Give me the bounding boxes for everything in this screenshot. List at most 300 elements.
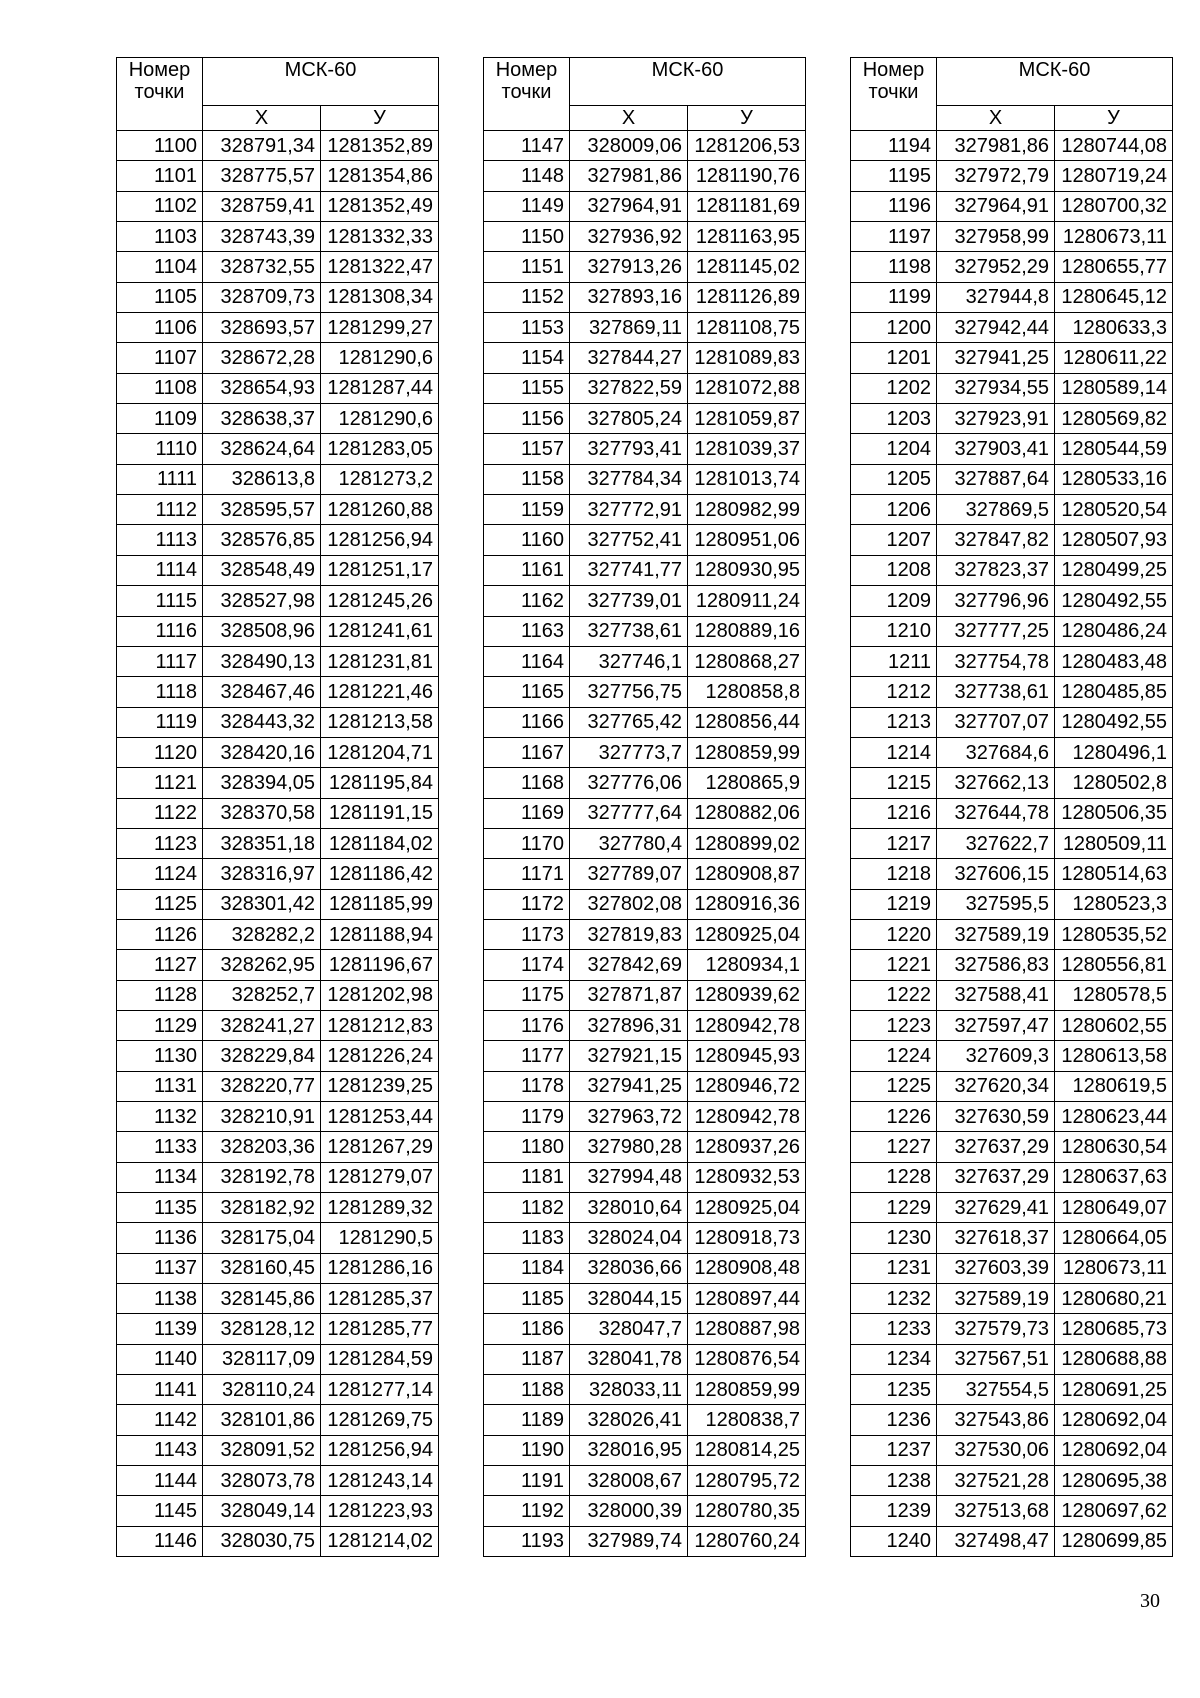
y-coordinate-cell: 1280876,54 bbox=[688, 1344, 806, 1374]
point-number-cell: 1187 bbox=[484, 1344, 570, 1374]
point-number-cell: 1174 bbox=[484, 950, 570, 980]
x-coordinate-cell: 327589,19 bbox=[937, 1284, 1055, 1314]
point-number-cell: 1184 bbox=[484, 1253, 570, 1283]
point-number-cell: 1153 bbox=[484, 313, 570, 343]
x-coordinate-cell: 327752,41 bbox=[570, 525, 688, 555]
x-coordinate-cell: 327588,41 bbox=[937, 980, 1055, 1010]
y-coordinate-cell: 1281212,83 bbox=[321, 1010, 439, 1040]
point-number-cell: 1154 bbox=[484, 343, 570, 373]
table-row bbox=[851, 525, 1173, 555]
table-row bbox=[484, 798, 806, 828]
x-coordinate-cell: 328709,73 bbox=[203, 282, 321, 312]
point-number-cell: 1131 bbox=[117, 1071, 203, 1101]
table-row bbox=[484, 343, 806, 373]
y-coordinate-cell: 1281163,95 bbox=[688, 222, 806, 252]
y-coordinate-cell: 1280780,35 bbox=[688, 1496, 806, 1526]
point-number-cell: 1163 bbox=[484, 616, 570, 646]
table-row bbox=[117, 798, 439, 828]
table-row bbox=[851, 1405, 1173, 1435]
table-row bbox=[117, 1526, 439, 1556]
x-coordinate-cell: 328508,96 bbox=[203, 616, 321, 646]
y-coordinate-cell: 1280613,58 bbox=[1055, 1041, 1173, 1071]
y-coordinate-cell: 1280544,59 bbox=[1055, 434, 1173, 464]
point-number-cell: 1229 bbox=[851, 1193, 937, 1223]
y-coordinate-cell: 1280692,04 bbox=[1055, 1405, 1173, 1435]
x-coordinate-cell: 327944,8 bbox=[937, 282, 1055, 312]
x-coordinate-cell: 327773,7 bbox=[570, 737, 688, 767]
table-row bbox=[851, 616, 1173, 646]
point-number-cell: 1140 bbox=[117, 1344, 203, 1374]
x-column-header: Х bbox=[937, 106, 1055, 131]
x-coordinate-cell: 328282,2 bbox=[203, 919, 321, 949]
y-coordinate-cell: 1280760,24 bbox=[688, 1526, 806, 1556]
y-column-header: У bbox=[321, 106, 439, 131]
table-row bbox=[484, 1284, 806, 1314]
point-number-cell: 1220 bbox=[851, 919, 937, 949]
table-row bbox=[484, 1010, 806, 1040]
coordinate-system-header: МСК-60 bbox=[570, 58, 806, 106]
y-coordinate-cell: 1281089,83 bbox=[688, 343, 806, 373]
y-coordinate-cell: 1281185,99 bbox=[321, 889, 439, 919]
x-coordinate-cell: 328024,04 bbox=[570, 1223, 688, 1253]
table-row bbox=[484, 646, 806, 676]
point-number-cell: 1161 bbox=[484, 555, 570, 585]
point-number-cell: 1211 bbox=[851, 646, 937, 676]
x-coordinate-cell: 327513,68 bbox=[937, 1496, 1055, 1526]
x-coordinate-cell: 327606,15 bbox=[937, 859, 1055, 889]
y-coordinate-cell: 1280945,93 bbox=[688, 1041, 806, 1071]
x-coordinate-cell: 328638,37 bbox=[203, 404, 321, 434]
x-coordinate-cell: 328467,46 bbox=[203, 677, 321, 707]
table-row bbox=[484, 464, 806, 494]
x-coordinate-cell: 327793,41 bbox=[570, 434, 688, 464]
y-coordinate-cell: 1280982,99 bbox=[688, 495, 806, 525]
y-coordinate-cell: 1280645,12 bbox=[1055, 282, 1173, 312]
table-row bbox=[851, 1223, 1173, 1253]
y-coordinate-cell: 1280630,54 bbox=[1055, 1132, 1173, 1162]
point-number-cell: 1240 bbox=[851, 1526, 937, 1556]
table-row bbox=[117, 1223, 439, 1253]
point-number-cell: 1138 bbox=[117, 1284, 203, 1314]
point-number-cell: 1180 bbox=[484, 1132, 570, 1162]
point-number-cell: 1171 bbox=[484, 859, 570, 889]
table-row bbox=[117, 313, 439, 343]
table-row bbox=[117, 252, 439, 282]
point-number-cell: 1107 bbox=[117, 343, 203, 373]
table-row bbox=[851, 1102, 1173, 1132]
y-coordinate-cell: 1281243,14 bbox=[321, 1466, 439, 1496]
y-coordinate-cell: 1280865,9 bbox=[688, 768, 806, 798]
point-number-cell: 1219 bbox=[851, 889, 937, 919]
x-coordinate-cell: 328252,7 bbox=[203, 980, 321, 1010]
table-row bbox=[117, 1162, 439, 1192]
point-number-cell: 1227 bbox=[851, 1132, 937, 1162]
x-coordinate-cell: 327822,59 bbox=[570, 373, 688, 403]
x-coordinate-cell: 327805,24 bbox=[570, 404, 688, 434]
x-coordinate-cell: 328101,86 bbox=[203, 1405, 321, 1435]
point-number-cell: 1130 bbox=[117, 1041, 203, 1071]
table-row bbox=[484, 404, 806, 434]
table-row bbox=[484, 191, 806, 221]
x-coordinate-cell: 327844,27 bbox=[570, 343, 688, 373]
y-coordinate-cell: 1280939,62 bbox=[688, 980, 806, 1010]
x-coordinate-cell: 327662,13 bbox=[937, 768, 1055, 798]
point-number-header-line: Номер bbox=[495, 59, 558, 81]
x-coordinate-cell: 327942,44 bbox=[937, 313, 1055, 343]
point-number-cell: 1119 bbox=[117, 707, 203, 737]
x-coordinate-cell: 327941,25 bbox=[937, 343, 1055, 373]
point-number-cell: 1197 bbox=[851, 222, 937, 252]
x-coordinate-cell: 328527,98 bbox=[203, 586, 321, 616]
x-coordinate-cell: 328775,57 bbox=[203, 161, 321, 191]
x-coordinate-cell: 327869,5 bbox=[937, 495, 1055, 525]
table-row bbox=[851, 919, 1173, 949]
y-coordinate-cell: 1280492,55 bbox=[1055, 586, 1173, 616]
x-coordinate-cell: 327972,79 bbox=[937, 161, 1055, 191]
y-coordinate-cell: 1280937,26 bbox=[688, 1132, 806, 1162]
table-row bbox=[484, 373, 806, 403]
x-coordinate-cell: 328073,78 bbox=[203, 1466, 321, 1496]
table-row bbox=[851, 677, 1173, 707]
x-coordinate-cell: 328000,39 bbox=[570, 1496, 688, 1526]
y-coordinate-cell: 1281267,29 bbox=[321, 1132, 439, 1162]
table-row bbox=[484, 616, 806, 646]
point-number-cell: 1116 bbox=[117, 616, 203, 646]
point-number-cell: 1194 bbox=[851, 131, 937, 161]
x-coordinate-cell: 328008,67 bbox=[570, 1466, 688, 1496]
x-coordinate-cell: 327644,78 bbox=[937, 798, 1055, 828]
y-coordinate-cell: 1281256,94 bbox=[321, 1435, 439, 1465]
y-coordinate-cell: 1280911,24 bbox=[688, 586, 806, 616]
table-row bbox=[484, 1405, 806, 1435]
y-coordinate-cell: 1280899,02 bbox=[688, 828, 806, 858]
y-coordinate-cell: 1281289,32 bbox=[321, 1193, 439, 1223]
table-row bbox=[484, 707, 806, 737]
table-row bbox=[851, 1466, 1173, 1496]
table-row bbox=[851, 646, 1173, 676]
table-row bbox=[851, 889, 1173, 919]
table-row bbox=[117, 161, 439, 191]
table-row bbox=[117, 555, 439, 585]
table-row bbox=[117, 1435, 439, 1465]
table-row bbox=[484, 252, 806, 282]
x-coordinate-cell: 327630,59 bbox=[937, 1102, 1055, 1132]
y-coordinate-cell: 1280795,72 bbox=[688, 1466, 806, 1496]
table-row bbox=[117, 768, 439, 798]
table-row bbox=[851, 495, 1173, 525]
y-coordinate-cell: 1280556,81 bbox=[1055, 950, 1173, 980]
table-row bbox=[484, 131, 806, 161]
point-number-cell: 1105 bbox=[117, 282, 203, 312]
x-coordinate-cell: 327921,15 bbox=[570, 1041, 688, 1071]
point-number-header-line: Номер bbox=[128, 59, 191, 81]
y-coordinate-cell: 1281039,37 bbox=[688, 434, 806, 464]
y-coordinate-cell: 1281322,47 bbox=[321, 252, 439, 282]
y-coordinate-cell: 1281245,26 bbox=[321, 586, 439, 616]
x-coordinate-cell: 328192,78 bbox=[203, 1162, 321, 1192]
table-row bbox=[484, 950, 806, 980]
table-row bbox=[851, 1010, 1173, 1040]
point-number-cell: 1209 bbox=[851, 586, 937, 616]
y-coordinate-cell: 1281204,71 bbox=[321, 737, 439, 767]
point-number-cell: 1230 bbox=[851, 1223, 937, 1253]
y-coordinate-cell: 1280719,24 bbox=[1055, 161, 1173, 191]
table-row bbox=[117, 1071, 439, 1101]
y-coordinate-cell: 1281184,02 bbox=[321, 828, 439, 858]
table-row bbox=[117, 707, 439, 737]
y-coordinate-cell: 1280611,22 bbox=[1055, 343, 1173, 373]
point-number-cell: 1226 bbox=[851, 1102, 937, 1132]
x-coordinate-cell: 327847,82 bbox=[937, 525, 1055, 555]
point-number-cell: 1225 bbox=[851, 1071, 937, 1101]
point-number-cell: 1104 bbox=[117, 252, 203, 282]
table-row bbox=[484, 282, 806, 312]
point-number-cell: 1204 bbox=[851, 434, 937, 464]
point-number-cell: 1179 bbox=[484, 1102, 570, 1132]
point-number-cell: 1158 bbox=[484, 464, 570, 494]
y-coordinate-cell: 1281260,88 bbox=[321, 495, 439, 525]
x-coordinate-cell: 327738,61 bbox=[937, 677, 1055, 707]
point-number-cell: 1166 bbox=[484, 707, 570, 737]
table-row bbox=[117, 1496, 439, 1526]
table-row bbox=[851, 555, 1173, 585]
x-coordinate-cell: 327595,5 bbox=[937, 889, 1055, 919]
point-number-cell: 1239 bbox=[851, 1496, 937, 1526]
table-row bbox=[851, 980, 1173, 1010]
x-coordinate-cell: 327707,07 bbox=[937, 707, 1055, 737]
x-coordinate-cell: 328595,57 bbox=[203, 495, 321, 525]
table-row bbox=[484, 677, 806, 707]
y-coordinate-cell: 1281279,07 bbox=[321, 1162, 439, 1192]
y-coordinate-cell: 1281214,02 bbox=[321, 1526, 439, 1556]
y-coordinate-cell: 1281213,58 bbox=[321, 707, 439, 737]
table-row bbox=[484, 859, 806, 889]
y-coordinate-cell: 1280673,11 bbox=[1055, 222, 1173, 252]
y-coordinate-cell: 1281285,77 bbox=[321, 1314, 439, 1344]
y-coordinate-cell: 1280685,73 bbox=[1055, 1314, 1173, 1344]
point-number-cell: 1199 bbox=[851, 282, 937, 312]
table-row bbox=[117, 222, 439, 252]
x-coordinate-cell: 328091,52 bbox=[203, 1435, 321, 1465]
table-row bbox=[117, 434, 439, 464]
y-coordinate-cell: 1280692,04 bbox=[1055, 1435, 1173, 1465]
y-coordinate-cell: 1280882,06 bbox=[688, 798, 806, 828]
x-coordinate-cell: 327777,25 bbox=[937, 616, 1055, 646]
point-number-cell: 1177 bbox=[484, 1041, 570, 1071]
point-number-cell: 1214 bbox=[851, 737, 937, 767]
table-row bbox=[851, 1041, 1173, 1071]
coordinates-table bbox=[850, 57, 1173, 1557]
point-number-cell: 1223 bbox=[851, 1010, 937, 1040]
point-number-cell: 1236 bbox=[851, 1405, 937, 1435]
y-coordinate-cell: 1280932,53 bbox=[688, 1162, 806, 1192]
point-number-cell: 1102 bbox=[117, 191, 203, 221]
y-coordinate-cell: 1281256,94 bbox=[321, 525, 439, 555]
table-row bbox=[484, 1041, 806, 1071]
x-coordinate-cell: 328576,85 bbox=[203, 525, 321, 555]
table-row bbox=[851, 222, 1173, 252]
table-row bbox=[484, 222, 806, 252]
point-number-cell: 1160 bbox=[484, 525, 570, 555]
x-coordinate-cell: 328672,28 bbox=[203, 343, 321, 373]
x-coordinate-cell: 327964,91 bbox=[937, 191, 1055, 221]
table-row bbox=[117, 343, 439, 373]
table-row bbox=[851, 737, 1173, 767]
y-coordinate-cell: 1280908,48 bbox=[688, 1253, 806, 1283]
table-row bbox=[851, 1314, 1173, 1344]
x-coordinate-cell: 328693,57 bbox=[203, 313, 321, 343]
point-number-cell: 1123 bbox=[117, 828, 203, 858]
point-number-cell: 1113 bbox=[117, 525, 203, 555]
y-coordinate-cell: 1280533,16 bbox=[1055, 464, 1173, 494]
x-coordinate-cell: 328229,84 bbox=[203, 1041, 321, 1071]
y-coordinate-cell: 1280506,35 bbox=[1055, 798, 1173, 828]
y-coordinate-cell: 1280637,63 bbox=[1055, 1162, 1173, 1192]
y-coordinate-cell: 1280509,11 bbox=[1055, 828, 1173, 858]
table-row bbox=[484, 495, 806, 525]
y-coordinate-cell: 1280744,08 bbox=[1055, 131, 1173, 161]
y-coordinate-cell: 1280695,38 bbox=[1055, 1466, 1173, 1496]
table-row bbox=[484, 434, 806, 464]
table-row bbox=[484, 525, 806, 555]
table-row bbox=[117, 1375, 439, 1405]
point-number-cell: 1172 bbox=[484, 889, 570, 919]
x-coordinate-cell: 327765,42 bbox=[570, 707, 688, 737]
point-number-cell: 1121 bbox=[117, 768, 203, 798]
point-number-cell: 1222 bbox=[851, 980, 937, 1010]
y-coordinate-cell: 1281059,87 bbox=[688, 404, 806, 434]
point-number-cell: 1124 bbox=[117, 859, 203, 889]
y-coordinate-cell: 1280934,1 bbox=[688, 950, 806, 980]
table-row bbox=[851, 252, 1173, 282]
table-row bbox=[851, 798, 1173, 828]
point-number-cell: 1141 bbox=[117, 1375, 203, 1405]
y-coordinate-cell: 1281186,42 bbox=[321, 859, 439, 889]
point-number-cell: 1125 bbox=[117, 889, 203, 919]
x-coordinate-cell: 327498,47 bbox=[937, 1526, 1055, 1556]
point-number-cell: 1173 bbox=[484, 919, 570, 949]
x-coordinate-cell: 327554,5 bbox=[937, 1375, 1055, 1405]
x-coordinate-cell: 328743,39 bbox=[203, 222, 321, 252]
point-number-cell: 1170 bbox=[484, 828, 570, 858]
table-row bbox=[117, 586, 439, 616]
x-coordinate-cell: 327622,7 bbox=[937, 828, 1055, 858]
x-coordinate-cell: 327980,28 bbox=[570, 1132, 688, 1162]
y-coordinate-cell: 1280569,82 bbox=[1055, 404, 1173, 434]
y-coordinate-cell: 1281354,86 bbox=[321, 161, 439, 191]
table-row bbox=[117, 1405, 439, 1435]
table-row bbox=[117, 828, 439, 858]
x-coordinate-cell: 327952,29 bbox=[937, 252, 1055, 282]
point-number-cell: 1159 bbox=[484, 495, 570, 525]
table-row bbox=[851, 1375, 1173, 1405]
y-coordinate-cell: 1281284,59 bbox=[321, 1344, 439, 1374]
y-coordinate-cell: 1281277,14 bbox=[321, 1375, 439, 1405]
y-column-header: У bbox=[688, 106, 806, 131]
y-coordinate-cell: 1280664,05 bbox=[1055, 1223, 1173, 1253]
x-coordinate-cell: 327923,91 bbox=[937, 404, 1055, 434]
point-number-cell: 1101 bbox=[117, 161, 203, 191]
y-coordinate-cell: 1280942,78 bbox=[688, 1010, 806, 1040]
y-coordinate-cell: 1280699,85 bbox=[1055, 1526, 1173, 1556]
x-coordinate-cell: 328490,13 bbox=[203, 646, 321, 676]
point-number-header bbox=[117, 58, 203, 131]
y-coordinate-cell: 1280520,54 bbox=[1055, 495, 1173, 525]
table-row bbox=[851, 131, 1173, 161]
point-number-cell: 1162 bbox=[484, 586, 570, 616]
x-coordinate-cell: 327756,75 bbox=[570, 677, 688, 707]
y-coordinate-cell: 1280619,5 bbox=[1055, 1071, 1173, 1101]
x-coordinate-cell: 328044,15 bbox=[570, 1284, 688, 1314]
y-coordinate-cell: 1281286,16 bbox=[321, 1253, 439, 1283]
point-number-cell: 1139 bbox=[117, 1314, 203, 1344]
y-coordinate-cell: 1281290,6 bbox=[321, 343, 439, 373]
y-coordinate-cell: 1280859,99 bbox=[688, 1375, 806, 1405]
y-coordinate-cell: 1280649,07 bbox=[1055, 1193, 1173, 1223]
y-coordinate-cell: 1280535,52 bbox=[1055, 919, 1173, 949]
y-coordinate-cell: 1281072,88 bbox=[688, 373, 806, 403]
table-row bbox=[117, 373, 439, 403]
x-coordinate-cell: 327802,08 bbox=[570, 889, 688, 919]
x-coordinate-cell: 327776,06 bbox=[570, 768, 688, 798]
x-column-header: Х bbox=[570, 106, 688, 131]
x-coordinate-cell: 327603,39 bbox=[937, 1253, 1055, 1283]
table-row bbox=[484, 313, 806, 343]
y-coordinate-cell: 1281231,81 bbox=[321, 646, 439, 676]
table-row bbox=[117, 525, 439, 555]
x-coordinate-cell: 327913,26 bbox=[570, 252, 688, 282]
y-coordinate-cell: 1280887,98 bbox=[688, 1314, 806, 1344]
point-number-cell: 1134 bbox=[117, 1162, 203, 1192]
point-number-cell: 1188 bbox=[484, 1375, 570, 1405]
x-coordinate-cell: 327586,83 bbox=[937, 950, 1055, 980]
table-row bbox=[484, 1132, 806, 1162]
y-coordinate-cell: 1280925,04 bbox=[688, 919, 806, 949]
x-coordinate-cell: 328030,75 bbox=[203, 1526, 321, 1556]
y-coordinate-cell: 1281283,05 bbox=[321, 434, 439, 464]
x-coordinate-cell: 328016,95 bbox=[570, 1435, 688, 1465]
table-row bbox=[851, 1253, 1173, 1283]
y-coordinate-cell: 1280700,32 bbox=[1055, 191, 1173, 221]
y-coordinate-cell: 1280688,88 bbox=[1055, 1344, 1173, 1374]
x-coordinate-cell: 328128,12 bbox=[203, 1314, 321, 1344]
point-number-cell: 1196 bbox=[851, 191, 937, 221]
point-number-cell: 1146 bbox=[117, 1526, 203, 1556]
y-coordinate-cell: 1281206,53 bbox=[688, 131, 806, 161]
x-coordinate-cell: 327530,06 bbox=[937, 1435, 1055, 1465]
table-row bbox=[117, 889, 439, 919]
y-coordinate-cell: 1280930,95 bbox=[688, 555, 806, 585]
table-row bbox=[484, 737, 806, 767]
x-coordinate-cell: 328262,95 bbox=[203, 950, 321, 980]
y-coordinate-cell: 1280697,62 bbox=[1055, 1496, 1173, 1526]
point-number-cell: 1205 bbox=[851, 464, 937, 494]
point-number-cell: 1148 bbox=[484, 161, 570, 191]
table-row bbox=[117, 677, 439, 707]
x-coordinate-cell: 328316,97 bbox=[203, 859, 321, 889]
point-number-cell: 1183 bbox=[484, 1223, 570, 1253]
y-coordinate-cell: 1281013,74 bbox=[688, 464, 806, 494]
x-coordinate-cell: 327777,64 bbox=[570, 798, 688, 828]
y-coordinate-cell: 1280673,11 bbox=[1055, 1253, 1173, 1283]
point-number-cell: 1144 bbox=[117, 1466, 203, 1496]
y-coordinate-cell: 1280499,25 bbox=[1055, 555, 1173, 585]
y-coordinate-cell: 1281299,27 bbox=[321, 313, 439, 343]
point-number-cell: 1190 bbox=[484, 1435, 570, 1465]
point-number-cell: 1189 bbox=[484, 1405, 570, 1435]
y-coordinate-cell: 1281251,17 bbox=[321, 555, 439, 585]
y-coordinate-cell: 1281108,75 bbox=[688, 313, 806, 343]
